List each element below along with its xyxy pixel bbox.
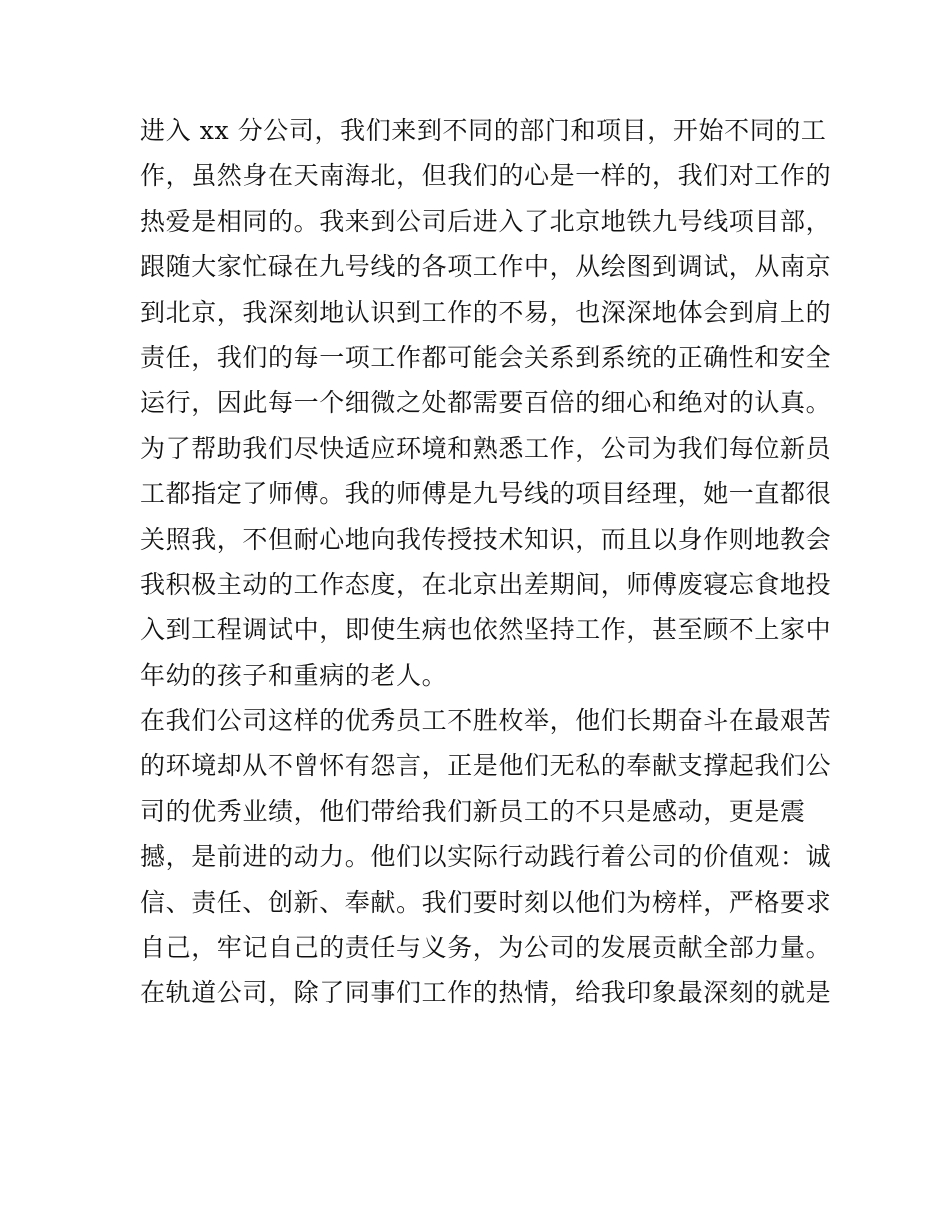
text-line: 入到工程调试中，即使生病也依然坚持工作，甚至顾不上家中 <box>140 615 832 645</box>
text-line: 热爱是相同的。我来到公司后进入了北京地铁九号线项目部， <box>140 206 832 236</box>
text-line: 的环境却从不曾怀有怨言，正是他们无私的奉献支撑起我们公 <box>140 751 832 781</box>
text-line: 在我们公司这样的优秀员工不胜枚举，他们长期奋斗在最艰苦 <box>140 706 832 736</box>
text-line: 在轨道公司，除了同事们工作的热情，给我印象最深刻的就是 <box>140 978 832 1008</box>
text-line: 司的优秀业绩，他们带给我们新员工的不只是感动，更是震 <box>140 796 806 826</box>
text-line: 年幼的孩子和重病的老人。 <box>140 660 448 690</box>
text-line: 关照我，不但耐心地向我传授技术知识，而且以身作则地教会 <box>140 524 832 554</box>
text-line: 为了帮助我们尽快适应环境和熟悉工作，公司为我们每位新员 <box>140 433 832 463</box>
text-line: 作，虽然身在天南海北，但我们的心是一样的，我们对工作的 <box>140 161 832 191</box>
text-line: 运行，因此每一个细微之处都需要百倍的细心和绝对的认真。 <box>140 388 832 418</box>
text-line: 我积极主动的工作态度，在北京出差期间，师傅废寝忘食地投 <box>140 569 832 599</box>
text-line: 跟随大家忙碌在九号线的各项工作中，从绘图到调试，从南京 <box>140 252 832 282</box>
text-line: 信、责任、创新、奉献。我们要时刻以他们为榜样，严格要求 <box>140 887 832 917</box>
text-line: 撼，是前进的动力。他们以实际行动践行着公司的价值观：诚 <box>140 842 832 872</box>
text-line: 到北京，我深刻地认识到工作的不易，也深深地体会到肩上的 <box>140 297 832 327</box>
body-text <box>140 108 832 1016</box>
text-line: 责任，我们的每一项工作都可能会关系到系统的正确性和安全 <box>140 342 832 372</box>
text-line: 进入 xx 分公司，我们来到不同的部门和项目，开始不同的工 <box>140 116 827 145</box>
text-line: 自己，牢记自己的责任与义务，为公司的发展贡献全部力量。 <box>140 933 832 963</box>
text-line: 工都指定了师傅。我的师傅是九号线的项目经理，她一直都很 <box>140 479 832 509</box>
